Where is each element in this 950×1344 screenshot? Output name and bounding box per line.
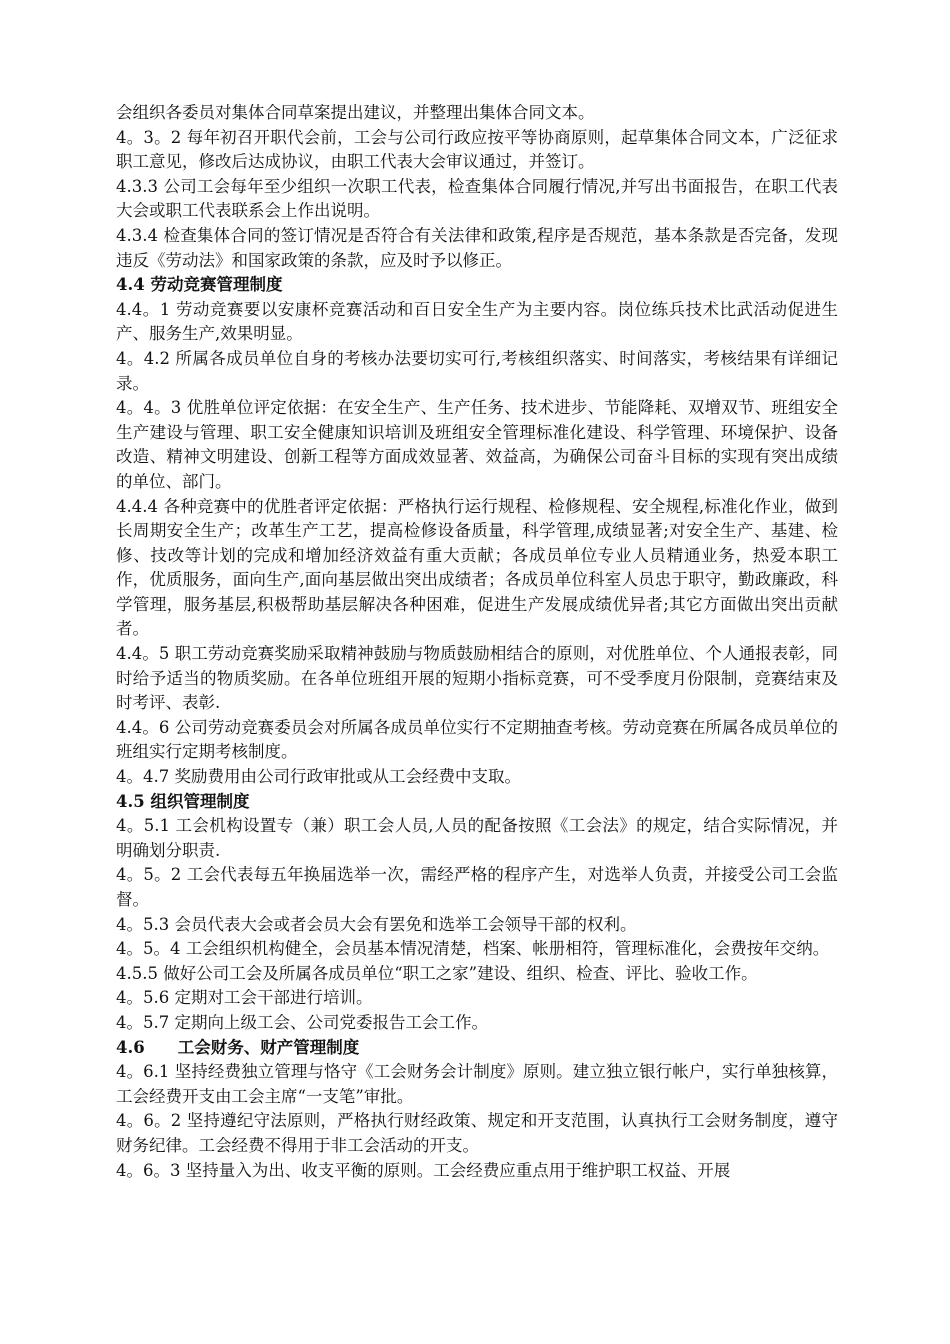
paragraph: 4。4.2 所属各成员单位自身的考核办法要切实可行,考核组织落实、时间落实，考核结果有详细记录。 [116,348,838,393]
paragraph: 4。5.3 会员代表大会或者会员大会有罢免和选举工会领导干部的权利。 [116,914,637,934]
paragraph: 4。6。3 坚持量入为出、收支平衡的原则。工会经费应重点用于维护职工权益、开展 [116,1160,731,1180]
paragraph: 4.4.4 各种竞赛中的优胜者评定依据：严格执行运行规程、检修规程、安全规程,标准化作业，做到长周期安全生产；改革生产工艺，提高检修设备质量，科学管理,成绩显著;对安全生产、基建、检修、技改等计划的完成和增加经济效益有重大贡献；各成员单位专业人员精通业务，热爱本职工作，优质服务，面向生产,面向基层做出突出成绩者；各成员单位科室人员忠于职守，勤政廉政，科学管理，服务基层,积极帮助基层解决各种困难，促进生产发展成绩优异者;其它方面做出突出贡献者。 [116,496,838,639]
document-page [116,101,838,1183]
paragraph: 4。4。3 优胜单位评定依据：在安全生产、生产任务、技术进步、节能降耗、双增双节、班组安全生产建设与管理、职工安全健康知识培训及班组安全管理标准化建设、科学管理、环境保护、设备改造、精神文明建设、创新工程等方面成效显著、效益高，为确保公司奋斗目标的实现有突出成绩的单位、部门。 [116,398,838,491]
paragraph: 4.3.4 检查集体合同的签订情况是否符合有关法律和政策,程序是否规范，基本条款是否完备，发现违反《劳动法》和国家政策的条款，应及时予以修正。 [116,225,838,270]
paragraph: 4。5.6 定期对工会干部进行培训。 [116,988,373,1008]
paragraph: 会组织各委员对集体合同草案提出建议，并整理出集体合同文本。 [116,103,595,122]
paragraph: 4。3。2 每年初召开职代会前，工会与公司行政应按平等协商原则，起草集体合同文本，广泛征求职工意见，修改后达成协议，由职工代表大会审议通过，并签订。 [116,127,838,172]
section-heading-4-6: 4.6 工会财务、财产管理制度 [116,1037,360,1057]
paragraph: 4。5。4 工会组织机构健全，会员基本情况清楚，档案、帐册相符，管理标准化，会费按年交纳。 [116,939,830,959]
paragraph: 4.4。5 职工劳动竞赛奖励采取精神鼓励与物质鼓励相结合的原则，对优胜单位、个人通报表彰，同时给予适当的物质奖励。在各单位班组开展的短期小指标竞赛，可不受季度月份限制，竞赛结束及时考评、表彰. [116,644,838,713]
paragraph: 4.5.5 做好公司工会及所属各成员单位“职工之家”建设、组织、检查、评比、验收工作。 [116,963,758,983]
paragraph: 4。4.7 奖励费用由公司行政审批或从工会经费中支取。 [116,767,521,787]
paragraph: 4。5。2 工会代表每五年换届选举一次，需经严格的程序产生，对选举人负责，并接受公司工会监督。 [116,865,838,909]
paragraph: 4。5.7 定期向上级工会、公司党委报告工会工作。 [116,1012,488,1032]
paragraph: 4.3.3 公司工会每年至少组织一次职工代表，检查集体合同履行情况,并写出书面报告，在职工代表大会或职工代表联系会上作出说明。 [116,176,838,221]
paragraph: 4.4。6 公司劳动竞赛委员会对所属各成员单位实行不定期抽查考核。劳动竞赛在所属各成员单位的班组实行定期考核制度。 [116,717,838,762]
paragraph: 4。6。2 坚持遵纪守法原则，严格执行财经政策、规定和开支范围，认真执行工会财务制度，遵守财务纪律。工会经费不得用于非工会活动的开支。 [116,1111,838,1155]
paragraph: 4。6.1 坚持经费独立管理与恪守《工会财务会计制度》原则。建立独立银行帐户，实行单独核算，工会经费开支由工会主席“一支笔”审批。 [116,1062,838,1106]
section-heading-4-4: 4.4 劳动竞赛管理制度 [116,275,283,295]
paragraph: 4.4。1 劳动竞赛要以安康杯竞赛活动和百日安全生产为主要内容。岗位练兵技术比武活动促进生产、服务生产,效果明显。 [116,299,838,344]
paragraph: 4。5.1 工会机构设置专（兼）职工会人员,人员的配备按照《工会法》的规定，结合实际情况，并明确划分职责. [116,816,838,860]
section-heading-4-5: 4.5 组织管理制度 [116,791,250,811]
